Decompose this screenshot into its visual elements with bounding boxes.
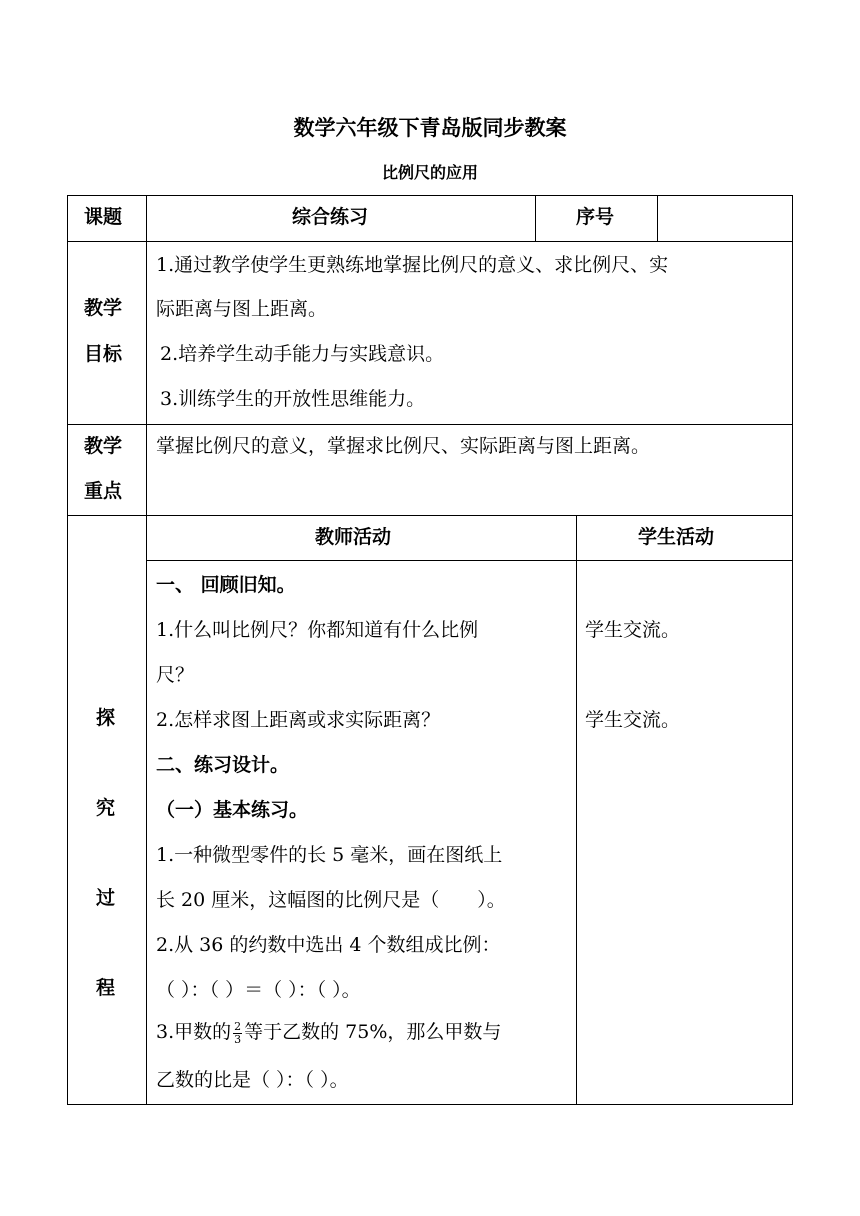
exercise-3-line-2: 乙数的比是（ ）：（ ）。 — [156, 1069, 349, 1091]
exercise-1-line-1: 1.一种微型零件的长 5 毫米，画在图纸上 — [156, 844, 503, 866]
document-subtitle: 比例尺的应用 — [381, 163, 478, 182]
student-note-2: 学生交流。 — [585, 709, 681, 731]
process-label-char-3: 过 — [96, 887, 116, 909]
exercise-2-line-1: 2.从 36 的约数中选出 4 个数组成比例： — [156, 934, 501, 956]
process-label-char-4: 程 — [96, 977, 116, 999]
row-divider — [67, 515, 793, 516]
student-note-1: 学生交流。 — [585, 619, 681, 641]
topic-value: 综合练习 — [292, 206, 369, 228]
goals-text-line-2: 际距离与图上距离。 — [156, 298, 328, 320]
goals-text-line-4: 3.训练学生的开放性思维能力。 — [160, 388, 426, 410]
question-1-line-2: 尺？ — [156, 664, 195, 686]
row-divider — [67, 241, 793, 242]
exercise-1-line-2: 长 20 厘米，这幅图的比例尺是（ ）。 — [156, 889, 506, 911]
column-divider — [576, 515, 577, 1104]
question-1-line-1: 1.什么叫比例尺？你都知道有什么比例 — [156, 619, 479, 641]
column-divider — [657, 195, 658, 241]
exercise-3-line-1 — [156, 1021, 501, 1045]
column-divider — [146, 195, 147, 1105]
student-activity-header: 学生活动 — [638, 526, 715, 548]
sequence-label: 序号 — [576, 206, 615, 228]
topic-label: 课题 — [84, 206, 123, 228]
fraction-numerator: 2 — [234, 1020, 242, 1033]
fraction-denominator: 3 — [234, 1032, 242, 1046]
exercise-2-line-2: （ ）：（ ）＝（ ）：（ ）。 — [156, 979, 361, 1001]
table-border-top — [67, 195, 793, 196]
basic-practice-heading: （一）基本练习。 — [156, 799, 309, 821]
exercise-3-suffix: 等于乙数的 75%，那么甲数与 — [244, 1021, 502, 1044]
process-label-char-2: 究 — [96, 797, 116, 819]
question-2: 2.怎样求图上距离或求实际距离？ — [156, 709, 441, 731]
goals-text-line-1: 1.通过教学使学生更熟练地掌握比例尺的意义、求比例尺、实 — [156, 254, 669, 276]
teacher-activity-header: 教师活动 — [315, 526, 392, 548]
keypoints-label-line-1: 教学 — [84, 435, 123, 457]
process-label-char-1: 探 — [96, 707, 116, 729]
exercise-3-prefix: 3.甲数的 — [156, 1021, 232, 1044]
keypoints-text: 掌握比例尺的意义，掌握求比例尺、实际距离与图上距离。 — [156, 435, 651, 457]
table-border-bottom — [67, 1104, 793, 1105]
fraction-two-thirds — [233, 1021, 242, 1045]
goals-label-line-2: 目标 — [84, 343, 123, 365]
table-border-right — [792, 195, 793, 1105]
table-border-left — [67, 195, 68, 1105]
document-title: 数学六年级下青岛版同步教案 — [293, 116, 567, 140]
goals-label-line-1: 教学 — [84, 297, 123, 319]
row-divider — [67, 424, 793, 425]
keypoints-label-line-2: 重点 — [84, 480, 123, 502]
column-divider — [535, 195, 536, 241]
section-review-heading: 一、 回顾旧知。 — [156, 574, 296, 596]
row-divider — [146, 560, 793, 561]
goals-text-line-3: 2.培养学生动手能力与实践意识。 — [160, 343, 445, 365]
section-practice-heading: 二、练习设计。 — [156, 754, 290, 776]
